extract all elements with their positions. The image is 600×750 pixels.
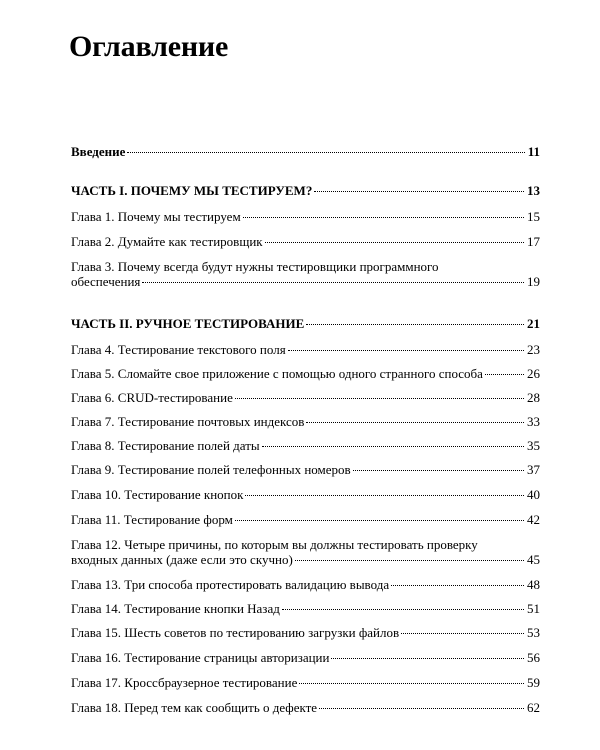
toc-entry-label: Глава 10. Тестирование кнопок — [71, 487, 244, 502]
toc-entry-label: ЧАСТЬ II. РУЧНОЕ ТЕСТИРОВАНИЕ — [71, 316, 305, 331]
dot-leader — [353, 470, 524, 471]
dot-leader — [319, 708, 524, 709]
toc-entry-label: Глава 11. Тестирование форм — [71, 512, 233, 527]
toc-entry-chapter-2[interactable] — [71, 234, 540, 249]
toc-page-number: 48 — [527, 577, 540, 592]
toc-entry-label: Глава 14. Тестирование кнопки Назад — [71, 601, 280, 616]
toc-entry-label: Глава 2. Думайте как тестировщик — [71, 234, 263, 249]
toc-page-number: 33 — [527, 414, 540, 429]
toc-entry-chapter-15[interactable] — [71, 625, 540, 640]
toc-page-number: 35 — [527, 438, 540, 453]
toc-page-number: 11 — [527, 144, 540, 159]
toc-entry-label: ЧАСТЬ I. ПОЧЕМУ МЫ ТЕСТИРУЕМ? — [71, 183, 313, 198]
toc-entry-part-1[interactable] — [71, 183, 540, 198]
toc-entry-label: Глава 15. Шесть советов по тестированию загрузки файлов — [71, 625, 400, 640]
dot-leader — [262, 446, 524, 447]
toc-entry-chapter-7[interactable] — [71, 414, 540, 429]
toc-entry-chapter-1[interactable] — [71, 209, 540, 224]
toc-entry-label-line2: обеспечения — [71, 274, 141, 289]
toc-entry-chapter-4[interactable] — [71, 342, 540, 357]
toc-entry-label: Глава 6. CRUD-тестирование — [71, 390, 233, 405]
toc-entry-chapter-10[interactable] — [71, 487, 540, 502]
toc-page-number: 45 — [527, 552, 540, 567]
toc-page-number: 21 — [527, 316, 540, 331]
toc-entry-chapter-6[interactable] — [71, 390, 540, 405]
toc-entry-chapter-12[interactable] — [71, 537, 540, 567]
toc-entry-chapter-9[interactable] — [71, 462, 540, 477]
toc-entry-chapter-14[interactable] — [71, 601, 540, 616]
toc-page-number: 42 — [527, 512, 540, 527]
dot-leader — [314, 191, 524, 192]
toc-entry-chapter-5[interactable] — [71, 366, 540, 381]
dot-leader — [331, 658, 524, 659]
toc-entry-chapter-18[interactable] — [71, 700, 540, 715]
dot-leader — [288, 350, 524, 351]
toc-page-number: 53 — [527, 625, 540, 640]
dot-leader — [299, 683, 524, 684]
toc-entry-label: Глава 4. Тестирование текстового поля — [71, 342, 286, 357]
toc-entry-label: Глава 9. Тестирование полей телефонных номеров — [71, 462, 351, 477]
toc-page-number: 23 — [527, 342, 540, 357]
toc-entry-label: Глава 13. Три способа протестировать валидацию вывода — [71, 577, 390, 592]
dot-leader — [306, 324, 524, 325]
toc-entry-label-line1: Глава 12. Четыре причины, по которым вы должны тестировать проверку — [71, 537, 478, 552]
page-title: Оглавление — [69, 30, 229, 63]
toc-entry-chapter-16[interactable] — [71, 650, 540, 665]
dot-leader — [485, 374, 524, 375]
toc-entry-label: Глава 8. Тестирование полей даты — [71, 438, 260, 453]
dot-leader — [265, 242, 524, 243]
toc-page-number: 28 — [527, 390, 540, 405]
toc-page-number: 15 — [527, 209, 540, 224]
dot-leader — [142, 282, 524, 283]
toc-page-number: 13 — [527, 183, 540, 198]
dot-leader — [306, 422, 524, 423]
dot-leader — [235, 520, 524, 521]
toc-page-number: 17 — [527, 234, 540, 249]
dot-leader — [245, 495, 524, 496]
toc-entry-label: Глава 16. Тестирование страницы авторизации — [71, 650, 330, 665]
dot-leader — [235, 398, 524, 399]
toc-entry-label-line1: Глава 3. Почему всегда будут нужны тестировщики программного — [71, 259, 439, 274]
toc-entry-introduction[interactable] — [71, 144, 540, 159]
toc-entry-label: Глава 1. Почему мы тестируем — [71, 209, 241, 224]
toc-page-number: 51 — [527, 601, 540, 616]
toc-page-number: 26 — [527, 366, 540, 381]
toc-entry-label: Глава 17. Кроссбраузерное тестирование — [71, 675, 298, 690]
toc-entry-chapter-3[interactable] — [71, 259, 540, 289]
dot-leader — [127, 152, 524, 153]
dot-leader — [401, 633, 524, 634]
toc-entry-chapter-13[interactable] — [71, 577, 540, 592]
toc-entry-label: Глава 7. Тестирование почтовых индексов — [71, 414, 305, 429]
toc-page-number: 40 — [527, 487, 540, 502]
toc-page-number: 19 — [527, 274, 540, 289]
toc-entry-label-line2: входных данных (даже если это скучно) — [71, 552, 293, 567]
toc-entry-chapter-11[interactable] — [71, 512, 540, 527]
toc-page-number: 62 — [527, 700, 540, 715]
toc-page-number: 37 — [527, 462, 540, 477]
dot-leader — [295, 560, 524, 561]
toc-page-number: 56 — [527, 650, 540, 665]
dot-leader — [243, 217, 524, 218]
toc-entry-label: Глава 18. Перед тем как сообщить о дефекте — [71, 700, 318, 715]
toc-page-number: 59 — [527, 675, 540, 690]
dot-leader — [282, 609, 524, 610]
dot-leader — [391, 585, 524, 586]
toc-entry-chapter-17[interactable] — [71, 675, 540, 690]
toc-entry-chapter-8[interactable] — [71, 438, 540, 453]
toc-entry-label: Введение — [71, 144, 126, 159]
toc-entry-part-2[interactable] — [71, 316, 540, 331]
toc-entry-label: Глава 5. Сломайте свое приложение с помощью одного странного способа — [71, 366, 483, 381]
